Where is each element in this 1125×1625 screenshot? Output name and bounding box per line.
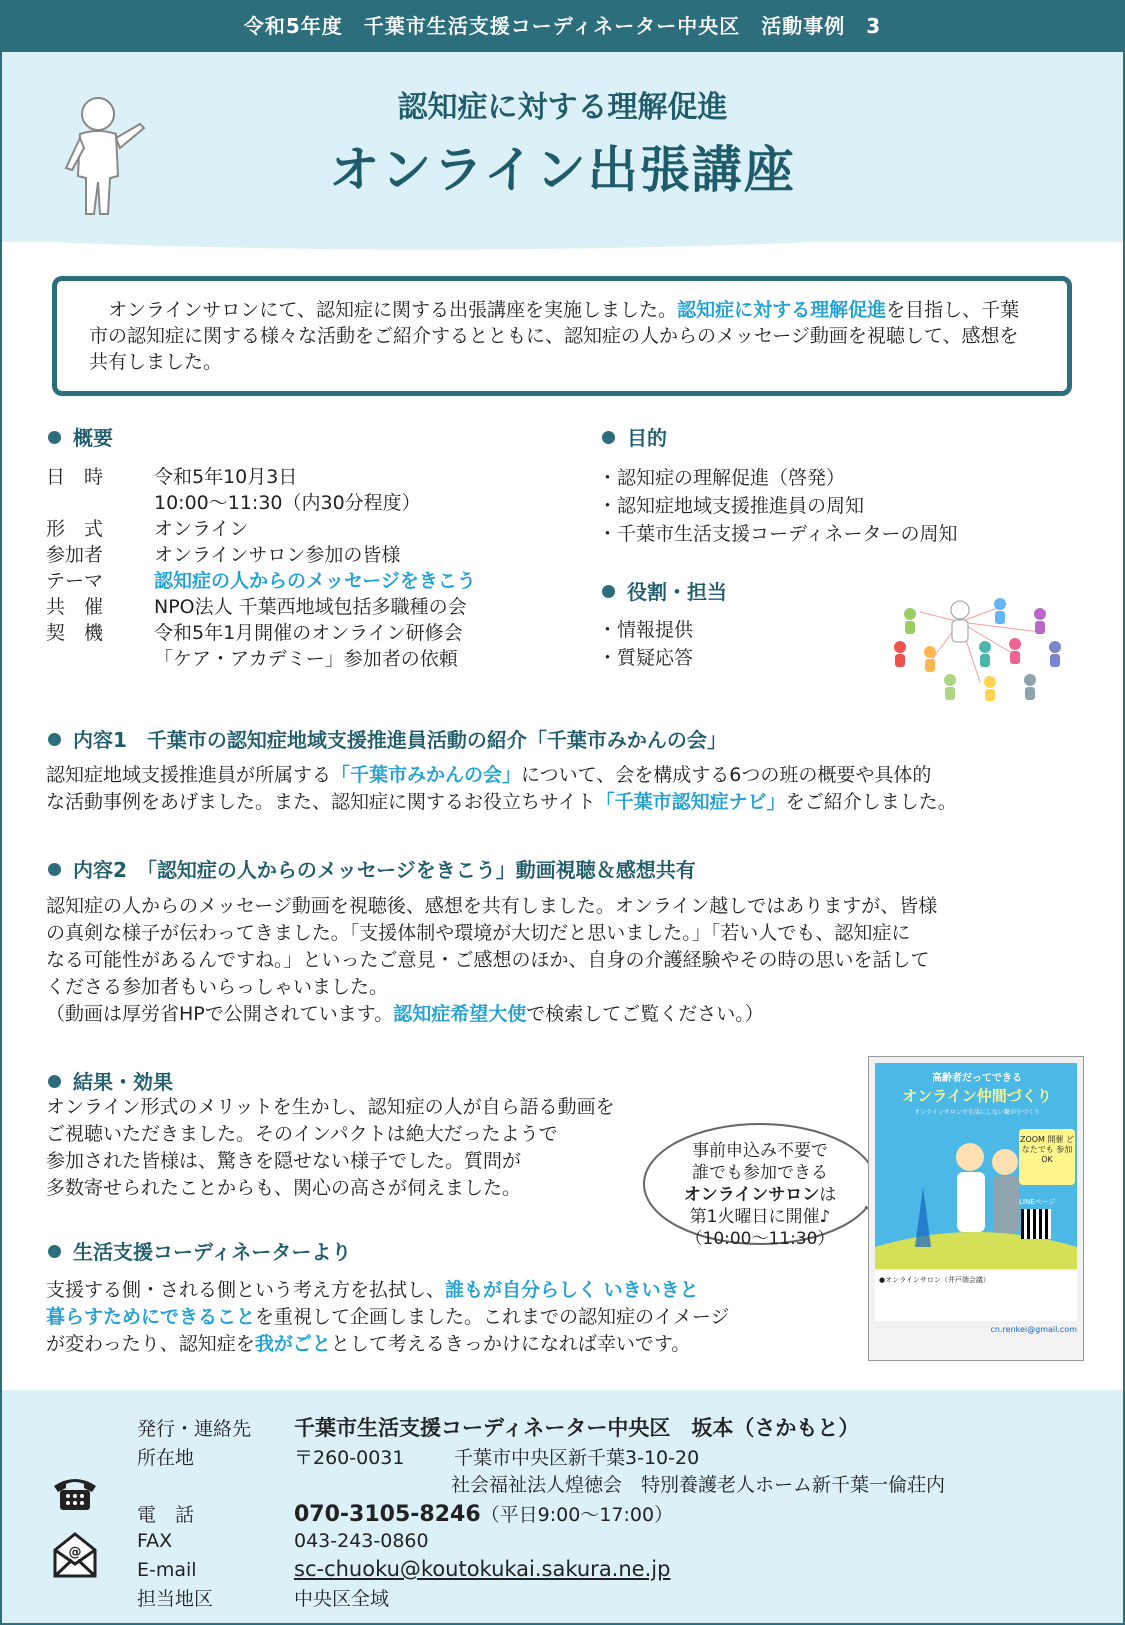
results-heading: 結果・効果 — [48, 1066, 173, 1095]
footer-email: E-mail sc-chuoku@koutokukai.sakura.ne.jp — [137, 1557, 671, 1581]
footer-issuer: 発行・連絡先 千葉市生活支援コーディネーター中央区 坂本（さかもと） — [137, 1416, 860, 1440]
footer-address2: 社会福祉法人煌徳会 特別養護老人ホーム新千葉一倫荘内 — [451, 1474, 946, 1496]
poster-subtitle: オンラインサロンで生活にしない繋がりづくり — [914, 1109, 1040, 1116]
bubble-text: 事前申込み不要で 誰でも参加できる オンラインサロンは 第1火曜日に開催♪ （10:00～11:30） — [683, 1141, 837, 1249]
poster-title: オンライン仲間づくり — [902, 1087, 1052, 1105]
footer-fax: FAX 043-243-0860 — [137, 1530, 429, 1552]
poster-salon: ●オンラインサロン（井戸端会議） — [875, 1271, 1077, 1321]
poster-badge: ZOOM 開催 どなたでも 参加OK — [1019, 1129, 1075, 1185]
overview-row: 契 機 令和5年1月開催のオンライン研修会 — [46, 622, 463, 644]
overview-row: 10:00～11:30（内30分程度） — [154, 492, 421, 514]
results-text: オンライン形式のメリットを生かし、認知症の人が自ら語る動画を ご視聴いただきました。そのインパクトは絶大だったようで 参加された皆様は、驚きを隠せない様子でした。質問が 多数寄せられたことからも、関心の高さが伺えました。 — [46, 1096, 615, 1199]
roles-item: ・質疑応答 — [598, 647, 694, 669]
content2-heading: 内容2 「認知症の人からのメッセージをきこう」動画視聴＆感想共有 — [48, 854, 696, 883]
poster-title-small: 高齢者だってできる — [932, 1073, 1022, 1084]
coordinator-text: 支援する側・される側という考え方を払拭し、誰もが自分らしく いきいきと 暮らすためにできることを重視して企画しました。これまでの認知症のイメージ が変わったり、認知症を我がごととして考えるきっかけになれば幸いです。 — [46, 1279, 730, 1355]
overview-row: 形 式 オンライン — [46, 518, 249, 540]
content2-text: 認知症の人からのメッセージ動画を視聴後、感想を共有しました。オンライン越しではありますが、皆様 の真剣な様子が伝わってきました。「支援体制や環境が大切だと思いました。」「若い人でも、認知症に なる可能性があるんですね。」といったご意見・ご感想のほか、自身の介護経験やその時の思いを話して くださる参加者もいらっしゃいました。 （動画は厚労省HPで公開されています。認知症希望大使で検索してご覧ください。） — [46, 895, 938, 1025]
poster-line-label: LINEページ — [1019, 1198, 1056, 1206]
roles-heading: 役割・担当 — [602, 576, 727, 605]
page-title: オンライン出張講座 — [329, 141, 796, 199]
intro-highlight: 認知症に対する理解促進 — [677, 299, 887, 321]
overview-row: テーマ 認知症の人からのメッセージをきこう — [46, 570, 476, 592]
purpose-item: ・認知症地域支援推進員の周知 — [598, 495, 865, 517]
poster-email: cn.renkei@gmail.com — [990, 1325, 1077, 1334]
intro-text: オンラインサロンにて、認知症に関する出張講座を実施しました。 — [89, 299, 678, 321]
svg-text:@: @ — [68, 1545, 82, 1560]
footer-phone: 電 話 070-3105-8246（平日9:00～17:00） — [137, 1502, 674, 1527]
overview-row: 「ケア・アカデミー」参加者の依頼 — [154, 648, 458, 670]
content1-text: 認知症地域支援推進員が所属する「千葉市みかんの会」について、会を構成する6つの班の概要や具体的 な活動事例をあげました。また、認知症に関するお役立ちサイト「千葉市認知症ナビ」をご紹介しました。 — [46, 764, 957, 813]
email-link[interactable]: sc-chuoku@koutokukai.sakura.ne.jp — [294, 1557, 671, 1581]
coordinator-heading: 生活支援コーディネーターより — [48, 1236, 351, 1265]
overview-heading: 概要 — [48, 422, 113, 451]
overview-row: 共 催 NPO法人 千葉西地域包括多職種の会 — [46, 596, 467, 618]
banner-text: 令和5年度 千葉市生活支援コーディネーター中央区 活動事例 3 — [243, 14, 882, 38]
roles-item: ・情報提供 — [598, 619, 694, 641]
content1-heading: 内容1 千葉市の認知症地域支援推進員活動の紹介「千葉市みかんの会」 — [48, 724, 727, 753]
purpose-item: ・認知症の理解促進（啓発） — [598, 467, 846, 489]
intro-text-rest: を目指し、千葉市の認知症に関する様々な活動をご紹介するとともに、認知症の人からのメッセージ動画を視聴して、感想を共有しました。 — [89, 299, 1020, 373]
footer-address: 所在地 〒260-0031 千葉市中央区新千葉3-10-20 — [137, 1447, 700, 1469]
page-subtitle: 認知症に対する理解促進 — [397, 90, 728, 125]
footer-area: 担当地区 中央区全域 — [137, 1588, 390, 1610]
overview-row: 参加者 オンラインサロン参加の皆様 — [46, 544, 401, 566]
purpose-heading: 目的 — [602, 422, 667, 451]
overview-row: 日 時 令和5年10月3日 — [46, 466, 298, 488]
purpose-item: ・千葉市生活支援コーディネーターの周知 — [598, 523, 958, 545]
